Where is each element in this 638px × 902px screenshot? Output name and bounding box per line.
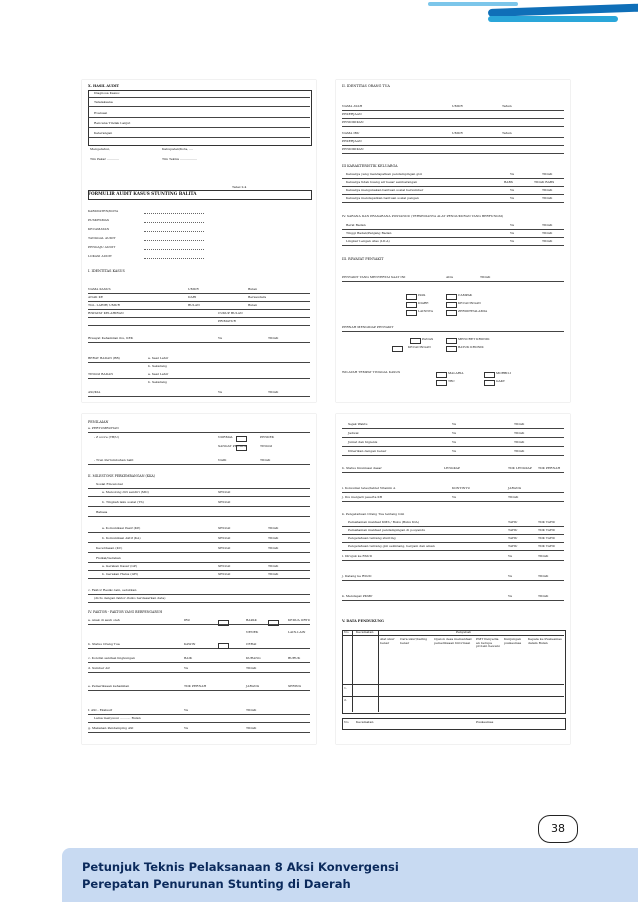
family-2-tidak-babs: TIDAK BABS bbox=[534, 180, 555, 184]
influence-air: d. Sumber Air bbox=[88, 666, 110, 670]
kb-tidak: TIDAK bbox=[508, 495, 519, 499]
family-item-2: Keluarga tidak buang air besar sembarangan bbox=[346, 180, 418, 184]
asi-eks-ya: YA bbox=[184, 708, 189, 712]
growth-label: a. PERTUMBUHAN bbox=[88, 426, 119, 430]
father-age-label: UMUR bbox=[452, 104, 463, 108]
area-gaky: GAKY bbox=[496, 379, 505, 383]
z-tinggi: TINGGI bbox=[260, 444, 273, 448]
identity-unit: Bulan bbox=[248, 287, 258, 291]
disease-ada: ADA bbox=[446, 275, 453, 279]
field-tatalaksana: Tatalaksana bbox=[94, 100, 113, 104]
field-rencana: Rencana Tindak Lanjut bbox=[94, 121, 131, 125]
dev-kc: Kecerdasan (KC) bbox=[96, 546, 123, 550]
family-3-ya: YA bbox=[510, 188, 515, 192]
sign-left: Tim Pakar ............ bbox=[90, 157, 119, 161]
z-sangat-pendek: SANGAT PENDEK bbox=[218, 444, 247, 448]
sign-right: Tim Teknis ................. bbox=[162, 157, 197, 161]
mp-3-tidak: TIDAK bbox=[514, 440, 525, 444]
identity-dob-label: TGL. LAHIR/ UMUR bbox=[88, 303, 120, 307]
imun-tdk-pernah: TDK PERNAH bbox=[538, 466, 561, 470]
tren-label: - Tren Pertumbuhan balit bbox=[94, 458, 134, 462]
disease-question: PENYAKIT YANG MENYERTAI SAAT INI bbox=[342, 275, 406, 279]
mother-edu-label: PENDIDIKAN bbox=[342, 147, 364, 151]
tren-naik: NAIK bbox=[218, 458, 227, 462]
vit-label: i. Konsumsi tetes/tablet Vitamin A bbox=[342, 486, 396, 490]
preg-tdk-pernah: TDK PERNAH bbox=[184, 684, 207, 688]
form-page-parents bbox=[336, 80, 570, 402]
dev-gp-tidak: TIDAK bbox=[268, 564, 279, 568]
dev-kc-sesuai: SESUAI bbox=[218, 546, 231, 550]
family-1-tidak: TIDAK bbox=[542, 172, 553, 176]
weight-now: b. Sekarang bbox=[148, 364, 167, 368]
know-kms: Pemahaman manfaat KMS / Buku (Buku KIA) bbox=[348, 520, 419, 524]
kek-label: Riwayat Kehamilan ibu, KEK bbox=[88, 336, 134, 340]
pkmp-ya: YA bbox=[508, 594, 513, 598]
section-penilaian: PENILAIAN bbox=[88, 420, 109, 424]
tool-2-ya: YA bbox=[510, 231, 515, 235]
asi-ya: YA bbox=[218, 390, 223, 394]
know-stunting: Pengetahuan tentang stunting bbox=[348, 536, 396, 540]
height-label: TINGGI BADAN bbox=[88, 372, 114, 376]
form-page-audit-result bbox=[82, 80, 316, 402]
section-sarana: IV. SARANA DAN PRASARANA POSYANDU (TERSEDIANYA ALAT PENGUKURAN YANG BERFUNGSI) bbox=[342, 214, 504, 218]
dev-gh: b. Gerakan Halus (GH) bbox=[102, 572, 138, 576]
know-2-tahu: TAHU bbox=[508, 528, 518, 532]
disease-diare: DIARE bbox=[418, 301, 429, 305]
disease-lainnya: LAINNYA bbox=[418, 309, 433, 313]
tool-lila: Lingkar Lengan Atas (LILA) bbox=[346, 239, 390, 243]
disease-tidak: TIDAK bbox=[480, 275, 491, 279]
dev-gp: a. Gerakan Kasar (GP) bbox=[102, 564, 138, 568]
mother-age-unit: Tahun bbox=[502, 131, 512, 135]
know-4-tahu: TAHU bbox=[508, 544, 518, 548]
sub-kepala: Kepala ke Puskesmas dalam Bulan bbox=[528, 637, 562, 645]
status-cerai: CERAI bbox=[246, 642, 257, 646]
tool-height: Tinggi Badan/Panjang Badan bbox=[346, 231, 392, 235]
care-bapak: BAPAK bbox=[246, 618, 257, 622]
place-label: Mengetahui, bbox=[90, 147, 110, 151]
sanit-buruk: BURUK bbox=[288, 656, 301, 660]
mother-age-label: UMUR bbox=[452, 131, 463, 135]
dev-md: a. Menolong diri sendiri (MD) bbox=[102, 490, 149, 494]
rsud-tidak: TIDAK bbox=[538, 554, 549, 558]
mother-job-label: PEKERJAAN bbox=[342, 139, 362, 143]
page-number: 38 bbox=[538, 815, 578, 843]
th-kecamatan: Kecamatan bbox=[356, 630, 374, 634]
dev-ts: b. Tingkah laku sosial (TS) bbox=[102, 500, 144, 504]
footer bbox=[0, 848, 638, 902]
care-ibu: IBU bbox=[184, 618, 191, 622]
status-kawin: KAWIN bbox=[184, 642, 196, 646]
id-kabupaten: KABUPATEN/KOTA bbox=[88, 209, 119, 213]
footer-band bbox=[62, 848, 638, 902]
dev-gp-sesuai: SESUAI bbox=[218, 564, 231, 568]
know-gizi: Pengetahuan tentang gizi seimbang, bergam dan aman bbox=[348, 544, 435, 548]
field-diagnosa: Diagnosa Kasus: bbox=[94, 91, 120, 95]
tool-2-tidak: TIDAK bbox=[542, 231, 553, 235]
father-name-label: NAMA AYAH bbox=[342, 104, 363, 108]
identity-month-unit: Bulan bbox=[248, 303, 258, 307]
tool-3-ya: YA bbox=[510, 239, 515, 243]
section-riwayat-penyakit: III. RIWAYAT PENYAKIT bbox=[342, 257, 384, 261]
dev-ka: b. Komunikasi Aktif (KA) bbox=[102, 536, 141, 540]
dev-gh-tidak: TIDAK bbox=[268, 572, 279, 576]
asi-tidak: TIDAK bbox=[268, 390, 279, 394]
table-label: Tabel 2.4 bbox=[232, 185, 247, 189]
disease-zerophtalamia: ZEROPHTALAMIA bbox=[458, 309, 488, 313]
dev-kp-tidak: TIDAK bbox=[268, 526, 279, 530]
form-page-supporting-data bbox=[336, 414, 570, 744]
weight-birth: a. Saat Lahir bbox=[148, 356, 169, 360]
influence-mpasi: g. Makanan Pendamping ASI bbox=[88, 726, 134, 730]
family-2-babs: BABS bbox=[504, 180, 513, 184]
mp-benar: Diberikan dengan benar bbox=[348, 449, 387, 453]
mp-3-ya: YA bbox=[452, 440, 457, 444]
mp-higienis: Jumat dan higienis bbox=[348, 440, 378, 444]
area-question: WILAYAH TEMPAT TINGGAL KASUS bbox=[342, 370, 401, 374]
sanit-baik: BAIK bbox=[184, 656, 193, 660]
rsud-ya: YA bbox=[508, 554, 513, 558]
know-1-tahu: TAHU bbox=[508, 520, 518, 524]
th-no: No bbox=[344, 630, 349, 634]
dev-kc-tidak: TIDAK bbox=[268, 546, 279, 550]
bh-kecamatan: Kecamatan bbox=[356, 720, 374, 724]
pkmp-label: k. Mendapat PKMP bbox=[342, 594, 373, 598]
knowledge-label: k. Pengetahuan Orang Tua tentang Gizi bbox=[342, 512, 405, 516]
tool-3-tidak: TIDAK bbox=[542, 239, 553, 243]
field-keterangan: Keterangan bbox=[94, 131, 113, 135]
influence-care: a. Anak di asuh oleh bbox=[88, 618, 120, 622]
place-value: Kabupaten/Kota, .... bbox=[162, 147, 194, 151]
mpasi-ya: YA bbox=[184, 726, 189, 730]
dev-md-sesuai: SESUAI bbox=[218, 490, 231, 494]
rsud2-label: j. Datang ke RSUD bbox=[342, 574, 372, 578]
asi-eks-tidak: TIDAK bbox=[246, 708, 257, 712]
disease-ispa: ISPA bbox=[418, 293, 426, 297]
pkmp-tidak: TIDAK bbox=[538, 594, 549, 598]
preg-sering: SERING bbox=[288, 684, 302, 688]
dev-kp-sesuai: SESUAI bbox=[218, 526, 231, 530]
dev-gh-sesuai: SESUAI bbox=[218, 572, 231, 576]
z-pendek: PENDEK bbox=[260, 435, 275, 439]
weight-label: BERAT BADAN (BB) bbox=[88, 356, 120, 360]
care-lain: LAIN-LAIN bbox=[288, 630, 306, 634]
know-3-tahu: TAHU bbox=[508, 536, 518, 540]
th-penyebab: Penyebab bbox=[456, 630, 472, 634]
disease-campak: CAMPAK bbox=[458, 293, 473, 297]
dev-sosial: Sosial Emosional bbox=[96, 482, 123, 486]
sub-cara: Cara ukur/baring benar bbox=[400, 637, 428, 645]
influence-asi: f. ASI - Ekslusif bbox=[88, 708, 113, 712]
past-kecacingan: KECACINGAN bbox=[408, 345, 431, 349]
identity-name-label: NAMA KASUS bbox=[88, 287, 111, 291]
kek-ya: YA bbox=[218, 336, 223, 340]
father-edu-label: PENDIDIKAN bbox=[342, 120, 364, 124]
identity-child-label: ANAK KE bbox=[88, 295, 104, 299]
asi-label: ASI/KIA bbox=[88, 390, 101, 394]
imun-tdk-lengkap: TDK LENGKAP bbox=[508, 466, 532, 470]
tren-tidak: TIDAK bbox=[260, 458, 271, 462]
height-birth: a. Saat Lahir bbox=[148, 372, 169, 376]
mp-1-ya: YA bbox=[452, 422, 457, 426]
rsud2-ya: YA bbox=[508, 574, 513, 578]
field-evaluasi: Evaluasi bbox=[94, 111, 108, 115]
area-tbc: TBC bbox=[448, 379, 455, 383]
footer-title-line2: Perepatan Penurunan Stunting di Daerah bbox=[82, 877, 351, 891]
mother-name-label: NAMA IBU bbox=[342, 131, 360, 135]
care-nenek: NENEK bbox=[246, 630, 259, 634]
sub-pmt: PMT Penyedia an berupa protein hewani bbox=[476, 637, 500, 649]
know-posyandu: Pemahaman manfaat pendampingan di posyandu bbox=[348, 528, 426, 532]
section-identitas: I. IDENTITAS KASUS bbox=[88, 269, 125, 273]
father-job-label: PEKERJAAN bbox=[342, 112, 362, 116]
sanit-kurang: KURANG bbox=[246, 656, 261, 660]
area-morbili: MORBILI bbox=[496, 371, 511, 375]
vit-kontinu: KONTINYU bbox=[452, 486, 471, 490]
id-lokasi: LOKASI AUDIT bbox=[88, 254, 112, 258]
kek-tidak: TIDAK bbox=[268, 336, 279, 340]
influence-status: b. Status Orang Tua bbox=[88, 642, 120, 646]
imun-lengkap: LENGKAP bbox=[444, 466, 460, 470]
past-batuk: BATUK KRONIK bbox=[458, 345, 484, 349]
care-kedua: KEDUA ORTU bbox=[288, 618, 311, 622]
bh-no: No bbox=[344, 720, 349, 724]
footer-title-line1: Petunjuk Teknis Pelaksanaan 8 Aksi Konvergensi bbox=[82, 860, 399, 874]
form-page-assessment bbox=[82, 414, 316, 744]
past-panas: PANAS bbox=[422, 337, 434, 341]
rsud-label: l. Dirujuk ke RSUD bbox=[342, 554, 372, 558]
mp-2-ya: YA bbox=[452, 431, 457, 435]
mpasi-tidak: TIDAK bbox=[246, 726, 257, 730]
kb-ya: YA bbox=[452, 495, 457, 499]
past-disease-question: PERNAH MENGIDAP PENYAKIT bbox=[342, 325, 394, 329]
dev-ka-sesuai: SESUAI bbox=[218, 536, 231, 540]
row-num-1: 1. bbox=[344, 686, 347, 690]
know-4-tdk: TDK TAHU bbox=[538, 544, 556, 548]
sub-alat: Alat ukur benar bbox=[380, 637, 395, 645]
dev-fisik: Fisikal/Gerakan bbox=[96, 556, 121, 560]
row-num-2: 2. bbox=[344, 698, 347, 702]
z-normal: NORMAL bbox=[218, 435, 234, 439]
sub-kunjungan: Kunjungan puskesmas bbox=[504, 637, 522, 645]
height-now: b. Sekarang bbox=[148, 380, 167, 384]
sub-opsion: Opsion desa memanfaat pemeriksaan Informasi bbox=[434, 637, 472, 645]
section-hasil-audit: X. HASIL AUDIT bbox=[88, 84, 120, 88]
imun-label: b. Status Imunisasi dasar bbox=[342, 466, 382, 470]
identity-of-label: DARI bbox=[188, 295, 197, 299]
dev-kp: a. Komunikasi Pasif (KP) bbox=[102, 526, 141, 530]
identity-age-label: UMUR bbox=[188, 287, 199, 291]
tool-weight: Berat Badan bbox=[346, 223, 366, 227]
know-2-tdk: TDK TAHU bbox=[538, 528, 556, 532]
form-title: FORMULIR AUDIT KASUS STUNTING BALITA bbox=[88, 191, 197, 196]
disease-kecacingan: KECACINGAN bbox=[458, 301, 481, 305]
bh-puskesmas: Puskesmas bbox=[476, 720, 494, 724]
mp-1-tidak: TIDAK bbox=[514, 422, 525, 426]
mp-jadwal: Jadwal bbox=[348, 431, 359, 435]
birth-opt-term: CUKUP BULAN bbox=[218, 311, 243, 315]
id-kecamatan: KECAMATAN bbox=[88, 227, 110, 231]
section-identitas-ortu: II. IDENTITAS ORANG TUA bbox=[342, 84, 390, 88]
family-1-ya: YA bbox=[510, 172, 515, 176]
know-3-tdk: TDK TAHU bbox=[538, 536, 556, 540]
section-karakteristik: III KARAKTERISTIK KELUARGA bbox=[342, 164, 398, 168]
mp-sejak: Sejak Waktu bbox=[348, 422, 368, 426]
header-decoration bbox=[378, 0, 638, 30]
id-puskesmas: PUSKESMAS bbox=[88, 218, 109, 222]
identity-month-label: BULAN bbox=[188, 303, 200, 307]
tool-1-tidak: TIDAK bbox=[542, 223, 553, 227]
id-tanggal: TANGGAL AUDIT bbox=[88, 236, 116, 240]
influence-sanitasi: c. Kondisi sanitasi lingkungan bbox=[88, 656, 136, 660]
kb-label: j. Ibu menjadi peserta KB bbox=[342, 495, 382, 499]
faktor-label: c. Faktor Resiko lain, sebutkan bbox=[88, 588, 137, 592]
lama-menyusui: Lama menyusui ........... Bulan bbox=[94, 716, 141, 720]
faktor-note: (dicts dengan faktor-risiko berdasarkan data) bbox=[94, 596, 166, 600]
zscore-label: - Z score (TB/U) bbox=[94, 435, 120, 439]
rsud2-tidak: TIDAK bbox=[538, 574, 549, 578]
birth-history-label: RIWAYAT KELAHIRAN bbox=[88, 311, 124, 315]
section-faktor: IV. FAKTOR - FAKTOR YANG BERPENGARUH bbox=[88, 610, 163, 614]
section-kka: II. MILESTONE PERKEMBANGAN (KKA) bbox=[88, 474, 155, 478]
id-pengaju: PENGAJU AUDIT bbox=[88, 245, 116, 249]
section-data-pendukung: V. DATA PENDUKUNG bbox=[342, 619, 384, 623]
mp-4-ya: YA bbox=[452, 449, 457, 453]
know-1-tdk: TDK TAHU bbox=[538, 520, 556, 524]
father-age-unit: Tahun bbox=[502, 104, 512, 108]
family-item-1: Keluarga yang mendapatkan pendampingan gizi bbox=[346, 172, 422, 176]
family-4-ya: YA bbox=[510, 196, 515, 200]
influence-kehamilan: e. Pemeriksaan kehamilan bbox=[88, 684, 130, 688]
identity-siblings: Bersaudara bbox=[248, 295, 267, 299]
mp-2-tidak: TIDAK bbox=[514, 431, 525, 435]
birth-opt-preterm: PRIMATUR bbox=[218, 319, 236, 323]
mp-4-tidak: TIDAK bbox=[514, 449, 525, 453]
family-3-tidak: TIDAK bbox=[542, 188, 553, 192]
area-malaria: MALARIA bbox=[448, 371, 464, 375]
dev-bahasa: Bahasa bbox=[96, 510, 108, 514]
family-item-4: Keluarga mendapatkan bantuan sosial pangan bbox=[346, 196, 419, 200]
air-tidak: TIDAK bbox=[246, 666, 257, 670]
family-item-3: Keluarga mengunakan bantuan sosial bersumber bbox=[346, 188, 424, 192]
vit-jarang: JARANG bbox=[508, 486, 522, 490]
dev-ts-sesuai: SESUAI bbox=[218, 500, 231, 504]
tool-1-ya: YA bbox=[510, 223, 515, 227]
preg-jarang: JARANG bbox=[246, 684, 260, 688]
family-4-tidak: TIDAK bbox=[542, 196, 553, 200]
air-ya: YA bbox=[184, 666, 189, 670]
past-mencret: MENCRET KRONIK bbox=[458, 337, 490, 341]
dev-ka-tidak: TIDAK bbox=[268, 536, 279, 540]
